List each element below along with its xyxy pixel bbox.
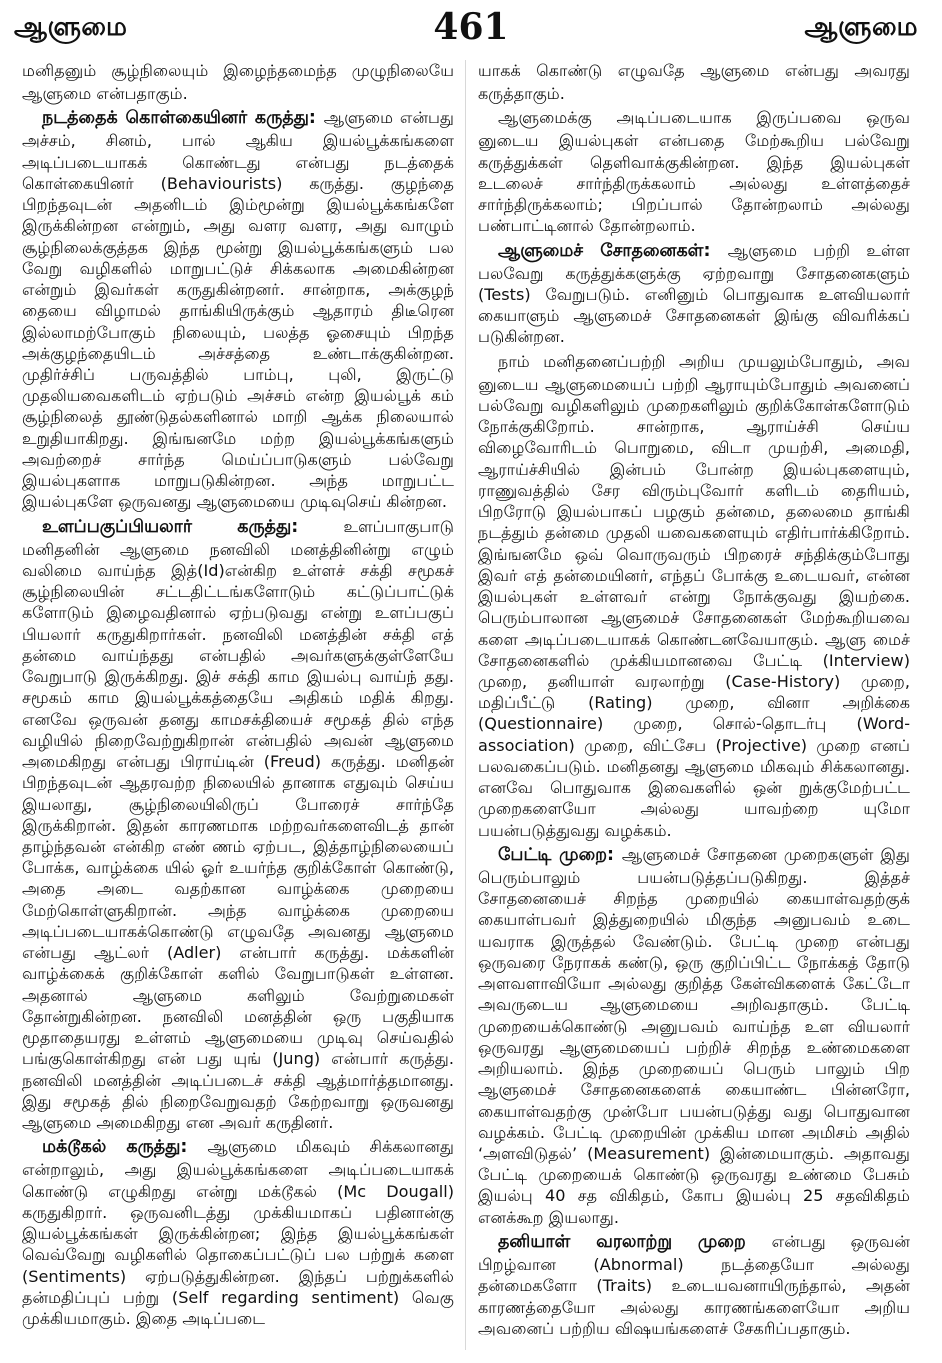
paragraph [22, 107, 454, 512]
paragraph-text: உளப்பாகுபாடு மனிதனின் ஆளுமை நனவிலி மனத்தினின்று எழும் வலிமை வாய்ந்த இத்(Id)என்கிற உள்ளச் சக்தி சமூகச் சூழ்நிலையின் சட்டதிட்டங்களோடும் கட்டுப்பாட்டுக் களோடும் இழைவதினால் ஏற்படுவது என்று உளப்பகுப் பியலார் கருதுகிறார்கள். நனவிலி மனத்தின் சக்தி எத் தன்மை வாய்ந்தது என்பதில் அவர்களுக்குள்ளேயே வேறுபாடு இருக்கிறது. இச் சக்தி காம இயல்பு வாய்ந் தது. சமூகம் காம இயல்பூக்கத்தையே அதிகம் மதிக் கிறது. எனவே ஒருவன் தனது காமசக்தியைச் சமூகத் தில் எந்த வழியில் நிறைவேற்றுகிறான் என்பதில் அவன் ஆளுமை அமைகிறது என்பது பிராய்டின் (Freud) கருத்து. மனிதன் பிறந்தவுடன் ஆதரவற்ற நிலையில் தானாக எதுவும் செய்ய இயலாது, சூழ்நிலையிலிருப் போரைச் சார்ந்தே இருக்கிறான். இதன் காரணமாக மற்றவர்களைவிடத் தான் தாழ்ந்தவன் என்கிற எண் ணம் ஏற்பட, இத்தாழ்நிலையைப் போக்க, வாழ்க்கை யில் ஓர் உயர்ந்த குறிக்கோள் கொண்டு, அதை அடை வதற்கான வாழ்க்கை முறையை மேற்கொள்ளுகிறான். அந்த வாழ்க்கை முறையை அடிப்படையாகக்கொண்டு எழுவதே அவனது ஆளுமை என்பது ஆட்லர் (Adler) என்பார் கருத்து. மக்களின் வாழ்க்கைக் குறிக்கோள் களில் வேறுபாடுகள் உள்ளன. அதனால் ஆளுமை களிலும் வேற்றுமைகள் தோன்றுகின்றன. நனவிலி மனத்தின் ஒரு பகுதியாக மூதாதையரது உள்ளம் ஆளுமையை முடிவு செய்வதில் பங்குகொள்கிறது என் பது யுங் (Jung) என்பார் கருத்து. நனவிலி மனத்தின் அடிப்படைச் சக்தி ஆத்மார்த்தமானது. இது சமூகத் தில் நிறைவேறுவதற் கேற்றவாறு ஒருவனது ஆளுமை அமைகிறது என அவர் கருதினர். [22, 516, 454, 1133]
paragraph [478, 60, 910, 104]
paragraph-text: மனிதனும் சூழ்நிலையும் இழைந்தமைந்த முழுநிலையே ஆளுமை என்பதாகும். [22, 61, 454, 104]
paragraph [478, 107, 910, 236]
paragraph [22, 60, 454, 104]
section-heading: நடத்தைக் கொள்கையினர் கருத்து: [42, 108, 324, 129]
running-head-right: ஆளுமை [804, 12, 918, 42]
section-heading: ஆளுமைச் சோதனைகள்: [498, 240, 728, 261]
paragraph [478, 240, 910, 348]
column-divider [465, 60, 466, 1350]
paragraph [22, 1136, 454, 1329]
right-column [478, 60, 910, 1356]
paragraph-text: யாகக் கொண்டு எழுவதே ஆளுமை என்பது அவரது கருத்தாகும். [478, 61, 910, 104]
running-head-left: ஆளுமை [14, 12, 128, 42]
paragraph-text: ஆளுமை பற்றி உள்ள பலவேறு கருத்துக்களுக்கு ஏற்றவாறு சோதனைகளும் (Tests) வேறுபடும். எனினும் பொதுவாக உளவியலார் கையாளும் ஆளுமைச் சோதனைகள் இங்கு விவரிக்கப் படுகின்றன. [478, 240, 910, 347]
paragraph-text: ஆளுமை மிகவும் சிக்கலானது என்றாலும், அது இயல்பூக்கங்களை அடிப்படையாகக் கொண்டு எழுகிறது என்று மக்டூகல் (Mc Dougall) கருதுகிறார். ஒருவனிடத்து முக்கியமாகப் பதினான்கு இயல்பூக்கங்கள் இருக்கின்றன; இந்த இயல்பூக்கங்கள் வெவ்வேறு வழிகளில் தொகைப்பட்டுப் பல பற்றுக் களை (Sentiments) ஏற்படுத்துகின்றன. இந்தப் பற்றுக்களில் தன்மதிப்புப் பற்று (Self regarding sentiment) வெகு முக்கியமாகும். இதை அடிப்படை [22, 1137, 454, 1329]
paragraph [478, 1231, 910, 1339]
section-heading: உளப்பகுப்பியலார் கருத்து: [42, 516, 344, 537]
paragraph-text: நாம் மனிதனைப்பற்றி அறிய முயலும்போதும், அவ னுடைய ஆளுமையைப் பற்றி ஆராயும்போதும் அவனைப் பல்வேறு வழிகளிலும் முறைகளிலும் குறிக்கோள்களோடும் நோக்குகிறோம். சான்றாக, ஆராய்ச்சி செய்ய விழைவோரிடம் பொறுமை, விடா முயற்சி, அமைதி, ஆராய்ச்சியில் இன்பம் போன்ற இயல்புகளையும், ராணுவத்தில் சேர விரும்புவோர் களிடம் தைரியம், பிறரோடு இயல்பாகப் பழகும் தன்மை, தலைமை தாங்கி நடத்தும் தன்மை முதலி யவைகளையும் எதிர்பார்க்கிறோம். இங்ஙனமே ஒவ் வொருவரும் பிறரைச் சந்திக்கும்போது இவர் எத் தன்மையினர், எந்தப் போக்கு உடையவர், என்ன இயல்புகள் உள்ளவர் என்று நோக்குவது இயற்கை. பெரும்பாலான ஆளுமைச் சோதனைகள் மேற்கூறியவை களை அடிப்படையாகக் கொண்டனவேயாகும். ஆளு மைச் சோதனைகளில் முக்கியமானவை பேட்டி (Interview) முறை, தனியாள் வரலாற்று (Case-History) முறை, மதிப்பீட்டு (Rating) முறை, வினா அறிக்கை (Questionnaire) முறை, சொல்-தொடர்பு (Word-association) முறை, விட்சேப (Projective) முறை எனப் பலவகைப்படும். மனிதனது ஆளுமை மிகவும் சிக்கலானது. எனவே பொதுவாக இவைகளில் ஒன் றுக்குமேற்பட்ட முறைகளையோ அல்லது யாவற்றை யுமோ பயன்படுத்துவது வழக்கம். [478, 351, 910, 840]
paragraph-text: என்பது ஒருவன் பிறழ்வான (Abnormal) நடத்தையோ அல்லது தன்மைகளோ (Traits) உடையவனாயிருந்தால், அதன் காரணத்தையோ அல்லது காரணங்களையோ அறிய அவனைப் பற்றிய விஷயங்களைச் சேகரிப்பதாகும். [478, 1231, 910, 1338]
paragraph [478, 351, 910, 841]
section-heading: பேட்டி முறை: [498, 844, 622, 865]
paragraph-text: ஆளுமை என்பது அச்சம், சினம், பால் ஆகிய இயல்பூக்கங்களை அடிப்படையாகக் கொண்டது என்பது நடத்தைக் கொள்கையினர் (Behaviourists) கருத்து. குழந்தை பிறந்தவுடன் அதனிடம் இம்மூன்று இயல்பூக்கங்களே இருக்கின்றன என்றும், அது வளர வளர, அது வாழும் சூழ்நிலைக்குத்தக இந்த மூன்று இயல்பூக்கங்களும் பல வேறு வழிகளில் மாறுபட்டுச் சிக்கலாக அமைகின்றன என்றும் இவர்கள் கருதுகின்றனர். சான்றாக, அக்குழந் தையை விழாமல் தாங்கியிருக்கும் ஆதாரம் திடீரென இல்லாமற்போகும் நிலையும், பலத்த ஓசையும் பிறந்த அக்குழந்தையிடம் அச்சத்தை உண்டாக்குகின்றன. முதிர்ச்சிப் பருவத்தில் பாம்பு, புலி, இருட்டு முதலியவைகளிடம் ஏற்படும் அச்சம் என்ற இயல்பூக் கம் சூழ்நிலைத் தூண்டுதல்களினால் மாறி ஆக்க நிலையால் உறுதியாகிறது. இங்ஙனமே மற்ற இயல்பூக்கங்களும் அவற்றைச் சார்ந்த மெய்ப்பாடுகளும் பல்வேறு இயல்புகளாக மாறுபடுகின்றன. அந்த மாறுபட்ட இயல்புகளே ஒருவனது ஆளுமையை முடிவுசெய் கின்றன. [22, 108, 454, 512]
paragraph-text: ஆளுமைச் சோதனை முறைகளுள் இது பெரும்பாலும் பயன்படுத்தப்படுகிறது. இத்தச் சோதனையைச் சிறந்த முறையில் கையாள்வதற்குக் கையாள்பவர் இத்துறையில் மிகுந்த அனுபவம் உடை யவராக இருத்தல் வேண்டும். பேட்டி முறை என்பது ஒருவரை நேராகக் கண்டு, ஒரு குறிப்பிட்ட நோக்கத் தோடு அளவளாவியோ அல்லது குறித்த கேள்விகளைக் கேட்டோ அவருடைய ஆளுமையை அறிவதாகும். பேட்டி முறையைக்கொண்டு அனுபவம் வாய்ந்த உள வியலார் ஒருவரது ஆளுமையைப் பற்றிச் சிறந்த உண்மைகளை அறியலாம். இந்த முறையைப் பெரும் பாலும் பிற ஆளுமைச் சோதனைகளைக் கையாண்ட பின்னரோ, கையாள்வதற்கு முன்போ பயன்படுத்து வது பொதுவான வழக்கம். பேட்டி முறையின் முக்கிய மான அமிசம் அதில் ‘அளவிடுதல்’ (Measurement) இன்மையாகும். அதாவது பேட்டி முறையைக் கொண்டு ஒருவரது உண்மை பேசும் இயல்பு 40 சத விகிதம், கோப இயல்பு 25 சதவிகிதம் எனக்கூற இயலாது. [478, 844, 910, 1227]
section-heading: தனியாள் வரலாற்று முறை [498, 1231, 772, 1252]
paragraph [478, 844, 910, 1228]
paragraph-text: ஆளுமைக்கு அடிப்படையாக இருப்பவை ஒருவ னுடைய இயல்புகள் என்பதை மேற்கூறிய பல்வேறு கருத்துக்கள் தெளிவாக்குகின்றன. இந்த இயல்புகள் உடலைச் சார்ந்திருக்கலாம் அல்லது உள்ளத்தைச் சார்ந்திருக்கலாம்; பிறப்பால் தோன்றலாம் அல்லது பண்பாட்டினால் தோன்றலாம். [478, 108, 910, 236]
paragraph [22, 516, 454, 1134]
section-heading: மக்டூகல் கருத்து: [42, 1137, 208, 1158]
page-number: 461 [433, 6, 509, 48]
left-column [22, 60, 454, 1356]
